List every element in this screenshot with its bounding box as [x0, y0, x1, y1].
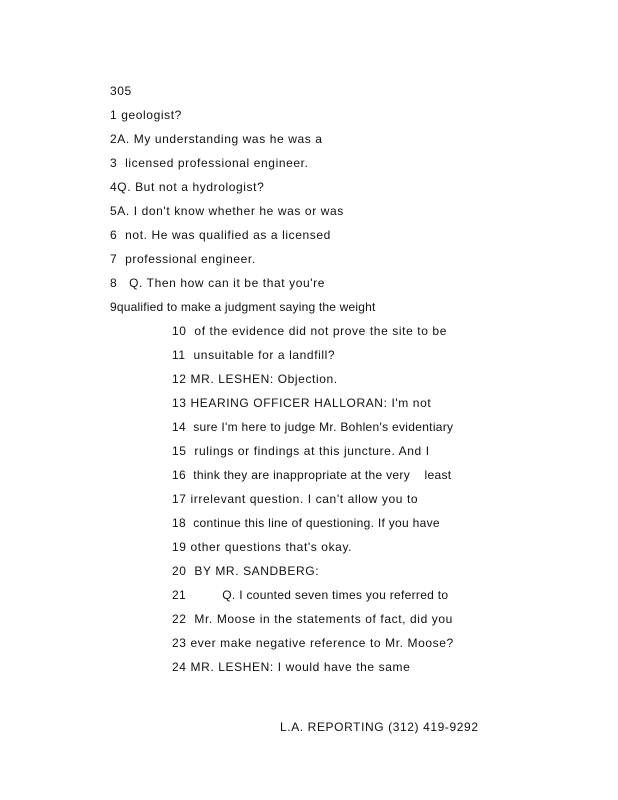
transcript-line-24: 24 MR. LESHEN: I would have the same	[172, 660, 411, 674]
transcript-line-15: 15 rulings or findings at this juncture. And I	[172, 444, 430, 458]
transcript-line-20: 20 BY MR. SANDBERG:	[172, 564, 320, 578]
transcript-line-10: 10 of the evidence did not prove the site to be	[172, 324, 447, 338]
transcript-line-22: 22 Mr. Moose in the statements of fact, did you	[172, 612, 453, 626]
transcript-line-21: 21 Q. I counted seven times you referred to	[172, 588, 449, 602]
transcript-line-4: 4Q. But not a hydrologist?	[110, 180, 265, 194]
transcript-line-23: 23 ever make negative reference to Mr. Moose?	[172, 636, 454, 650]
transcript-line-19: 19 other questions that's okay.	[172, 540, 353, 554]
transcript-line-8: 8 Q. Then how can it be that you're	[110, 276, 326, 290]
footer-reporter: L.A. REPORTING (312) 419-9292	[280, 720, 479, 734]
transcript-line-3: 3 licensed professional engineer.	[110, 156, 309, 170]
transcript-line-16: 16 think they are inappropriate at the very least	[172, 468, 452, 482]
transcript-line-13: 13 HEARING OFFICER HALLORAN: I'm not	[172, 396, 432, 410]
transcript-line-6: 6 not. He was qualified as a licensed	[110, 228, 331, 242]
transcript-line-14: 14 sure I'm here to judge Mr. Bohlen's evidentiary	[172, 420, 454, 434]
page-number: 305	[110, 84, 132, 98]
transcript-line-17: 17 irrelevant question. I can't allow you to	[172, 492, 419, 506]
transcript-line-2: 2A. My understanding was he was a	[110, 132, 323, 146]
transcript-line-12: 12 MR. LESHEN: Objection.	[172, 372, 338, 386]
transcript-line-1: 1 geologist?	[110, 108, 182, 122]
transcript-line-11: 11 unsuitable for a landfill?	[172, 348, 336, 362]
transcript-line-9: 9qualified to make a judgment saying the weight	[110, 300, 376, 314]
transcript-line-7: 7 professional engineer.	[110, 252, 256, 266]
transcript-line-5: 5A. I don't know whether he was or was	[110, 204, 344, 218]
transcript-line-18: 18 continue this line of questioning. If you have	[172, 516, 440, 530]
